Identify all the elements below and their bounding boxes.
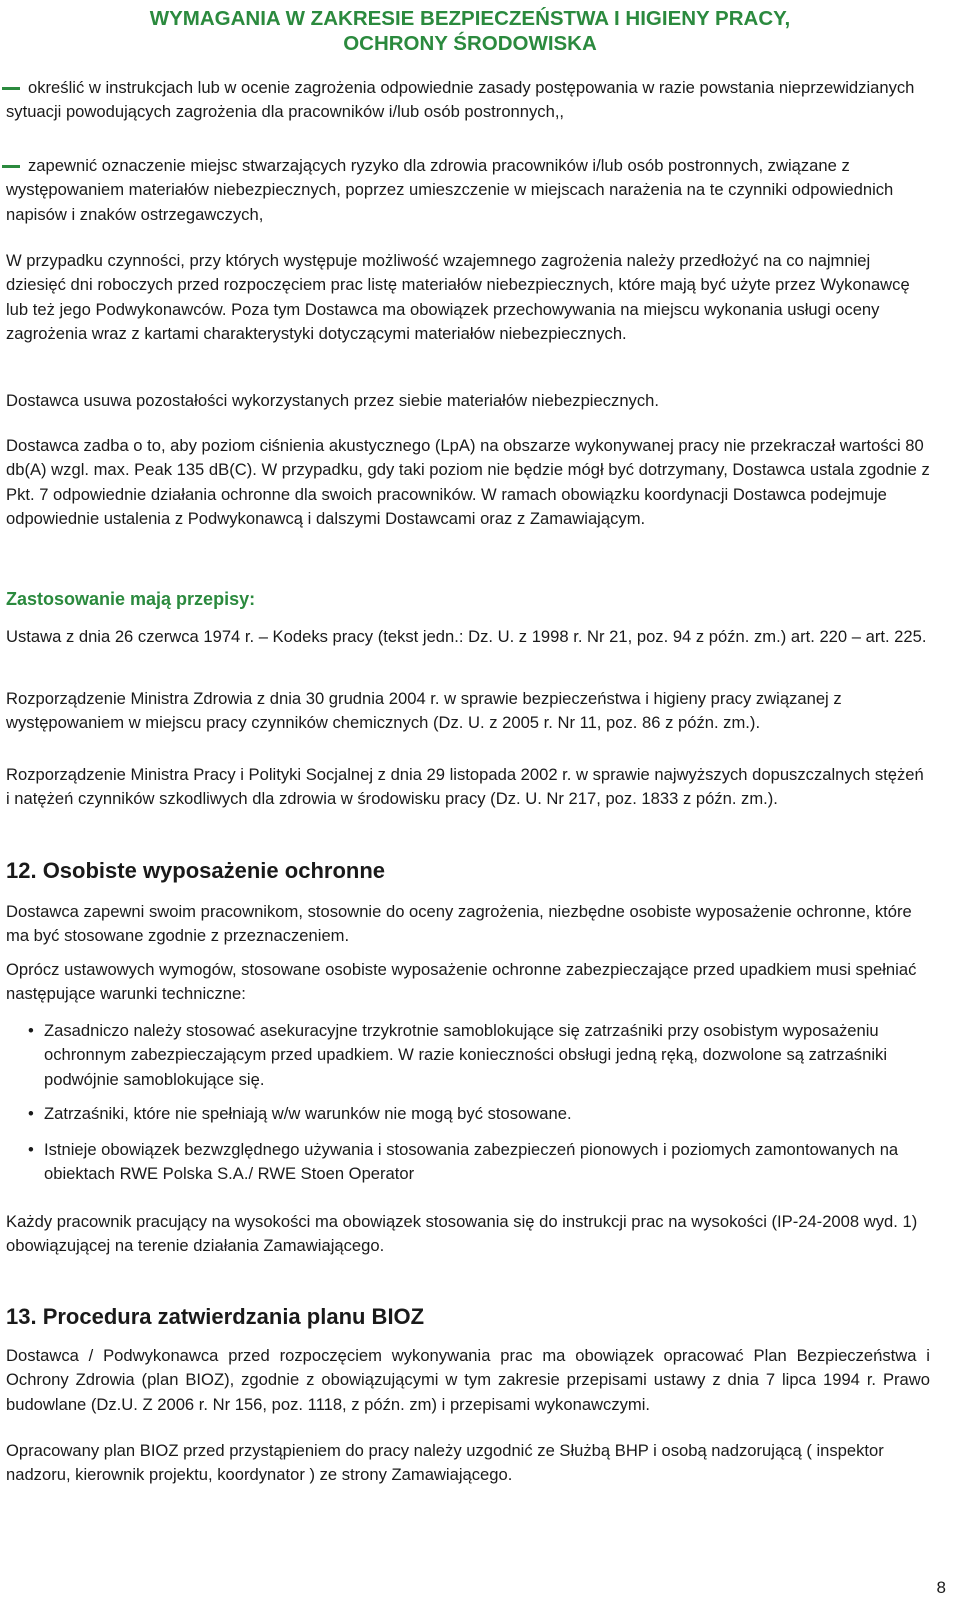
section-12-requirements: Oprócz ustawowych wymogów, stosowane osobiste wyposażenie ochronne zabezpieczające przed upadkiem musi spełniać następujące warunki techniczne: — [6, 960, 917, 1004]
section-12-title: 12. Osobiste wyposażenie ochronne — [6, 858, 385, 883]
dash-list-item — [6, 76, 924, 125]
regulations-heading: Zastosowanie mają przepisy: — [6, 589, 256, 609]
section-12-height-work: Każdy pracownik pracujący na wysokości ma obowiązek stosowania się do instrukcji prac na wysokości (IP-24-2008 wyd. 1) obowiązującej na terenie działania Zamawiającego. — [6, 1212, 918, 1256]
section-13-bioz-plan: Dostawca / Podwykonawca przed rozpoczęciem wykonywania prac ma obowiązek opracować Plan Bezpieczeństwa i Ochrony Zdrowia (plan BIOZ), zgodnie z obowiązującymi w tym zakresie przepisami ustawy z dnia 7 lipca 1994 r. Prawo budowlane (Dz.U. Z 2006 r. Nr 156, poz. 1118, z późn. zm) i przepisami wykonawczymi. — [6, 1346, 930, 1414]
bullet-text: Istnieje obowiązek bezwzględnego używania i stosowania zabezpieczeń pionowych i poziomych zamontowanych na obiektach RWE Polska S.A./ RWE Stoen Operator — [44, 1140, 899, 1184]
dash-list-item — [6, 154, 924, 227]
page-header — [0, 6, 940, 56]
regulation-exposure-limits: Rozporządzenie Ministra Pracy i Polityki Socjalnej z dnia 29 listopada 2002 r. w sprawie najwyższych dopuszczalnych stężeń i natężeń czynników szkodliwych dla zdrowia w środowisku pracy (Dz. U. Nr 217, poz. 1833 z późn. zm.). — [6, 765, 924, 809]
section-13-title: 13. Procedura zatwierdzania planu BIOZ — [6, 1304, 425, 1329]
page-number: 8 — [936, 1578, 946, 1597]
regulation-chemical: Rozporządzenie Ministra Zdrowia z dnia 30 grudnia 2004 r. w sprawie bezpieczeństwa i higieny pracy związanej z występowaniem w miejscu pracy czynników chemicznych (Dz. U. z 2005 r. Nr 11, poz. 86 z późn. zm.). — [6, 689, 842, 733]
bullet-text: Zatrzaśniki, które nie spełniają w/w warunków nie mogą być stosowane. — [44, 1104, 572, 1123]
bullet-icon: • — [28, 1104, 34, 1123]
dash-marker-icon — [2, 87, 20, 90]
paragraph-hazard-materials: W przypadku czynności, przy których występuje możliwość wzajemnego zagrożenia należy przedłożyć na co najmniej dziesięć dni roboczych przed rozpoczęciem prac listę materiałów niebezpiecznych, które mają być użyte przez Wykonawcę lub też jego Podwykonawców. Poza tym Dostawca ma obowiązek przechowywania na miejscu wykonania usługi oceny zagrożenia wraz z kartami charakterystyki dotyczącymi materiałów niebezpiecznych. — [6, 251, 910, 344]
header-line-2: OCHRONY ŚRODOWISKA — [343, 32, 597, 55]
dash-item-text: określić w instrukcjach lub w ocenie zagrożenia odpowiednie zasady postępowania w razie powstania nieprzewidzianych sytuacji powodujących zagrożenia dla pracowników i/lub osób postronnych,, — [6, 78, 915, 122]
bullet-icon: • — [28, 1140, 34, 1159]
bullet-item — [28, 1019, 918, 1092]
dash-item-text: zapewnić oznaczenie miejsc stwarzających ryzyko dla zdrowia pracowników i/lub osób postronnych, związane z występowaniem materiałów niebezpiecznych, poprzez umieszczenie w miejscach narażenia na te czynniki odpowiednich napisów i znaków ostrzegawczych, — [6, 156, 894, 224]
paragraph-noise: Dostawca zadba o to, aby poziom ciśnienia akustycznego (LpA) na obszarze wykonywanej pracy nie przekraczał wartości 80 db(A) wzgl. max. Peak 135 dB(C). W przypadku, gdy taki poziom nie będzie mógł być dotrzymany, Dostawca ustala zgodnie z Pkt. 7 odpowiednie działania ochronne dla swoich pracowników. W ramach obowiązku koordynacji Dostawca podejmuje odpowiednie ustalenia z Podwykonawcą i dalszymi Dostawcami oraz z Zamawiającym. — [6, 436, 930, 529]
section-12-intro: Dostawca zapewni swoim pracownikom, stosownie do oceny zagrożenia, niezbędne osobiste wyposażenie ochronne, które ma być stosowane zgodnie z przeznaczeniem. — [6, 902, 912, 946]
bullet-text: Zasadniczo należy stosować asekuracyjne trzykrotnie samoblokujące się zatrzaśniki przy osobistym wyposażeniu ochronnym zabezpieczającym przed upadkiem. W razie konieczności obsługi jedną ręką, dozwolone są zatrzaśniki podwójnie samoblokujące się. — [44, 1021, 888, 1089]
dash-marker-icon — [2, 165, 20, 168]
bullet-item — [28, 1138, 918, 1187]
bullet-item — [28, 1102, 918, 1126]
section-13-approval: Opracowany plan BIOZ przed przystąpieniem do pracy należy uzgodnić ze Służbą BHP i osobą nadzorującą ( inspektor nadzoru, kierownik projektu, koordynator ) ze strony Zamawiającego. — [6, 1441, 884, 1485]
paragraph-waste: Dostawca usuwa pozostałości wykorzystanych przez siebie materiałów niebezpiecznych. — [6, 391, 659, 410]
regulation-labour-code: Ustawa z dnia 26 czerwca 1974 r. – Kodeks pracy (tekst jedn.: Dz. U. z 1998 r. Nr 21, poz. 94 z późn. zm.) art. 220 – art. 225. — [6, 627, 927, 646]
header-line-1: WYMAGANIA W ZAKRESIE BEZPIECZEŃSTWA I HIGIENY PRACY, — [149, 7, 791, 30]
bullet-icon: • — [28, 1021, 34, 1040]
